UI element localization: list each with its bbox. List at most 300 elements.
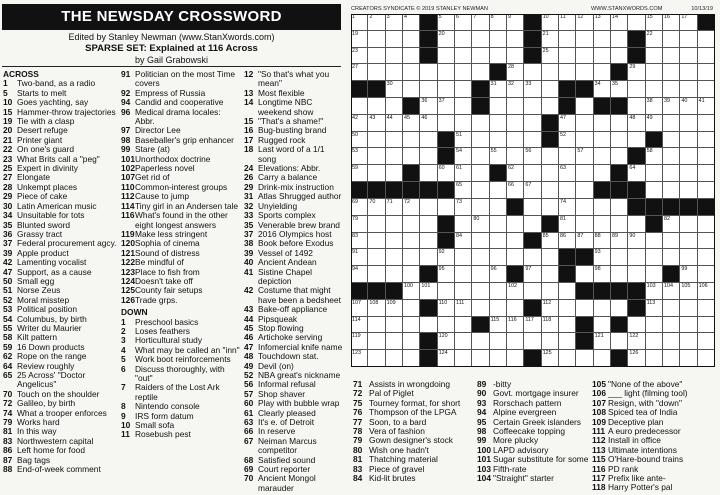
grid-cell[interactable]	[646, 300, 663, 317]
grid-cell[interactable]	[351, 148, 368, 165]
grid-cell[interactable]	[542, 317, 559, 334]
grid-cell[interactable]	[680, 283, 697, 300]
grid-cell[interactable]	[524, 216, 541, 233]
grid-cell[interactable]	[455, 233, 472, 250]
grid-cell[interactable]	[646, 317, 663, 334]
grid-cell[interactable]	[611, 148, 628, 165]
grid-cell[interactable]	[455, 317, 472, 334]
grid-cell[interactable]	[351, 266, 368, 283]
grid-cell[interactable]	[542, 31, 559, 48]
grid-cell[interactable]	[490, 48, 507, 65]
grid-cell[interactable]	[594, 48, 611, 65]
grid-cell[interactable]	[680, 115, 697, 132]
grid-cell[interactable]	[524, 81, 541, 98]
grid-cell[interactable]	[559, 283, 576, 300]
grid-cell[interactable]	[438, 317, 455, 334]
grid-cell[interactable]	[438, 115, 455, 132]
grid-cell[interactable]	[438, 300, 455, 317]
grid-cell[interactable]	[524, 64, 541, 81]
grid-cell[interactable]	[386, 81, 403, 98]
grid-cell[interactable]	[663, 317, 680, 334]
grid-cell[interactable]	[507, 317, 524, 334]
grid-cell[interactable]	[698, 283, 715, 300]
grid-cell[interactable]	[403, 233, 420, 250]
grid-cell[interactable]	[507, 333, 524, 350]
grid-cell[interactable]	[472, 333, 489, 350]
grid-cell[interactable]	[455, 216, 472, 233]
grid-cell[interactable]	[438, 333, 455, 350]
grid-cell[interactable]	[680, 14, 697, 31]
grid-cell[interactable]	[576, 199, 593, 216]
grid-cell[interactable]	[576, 182, 593, 199]
grid-cell[interactable]	[455, 165, 472, 182]
grid-cell[interactable]	[490, 233, 507, 250]
grid-cell[interactable]	[507, 98, 524, 115]
grid-cell[interactable]	[542, 148, 559, 165]
grid-cell[interactable]	[403, 148, 420, 165]
grid-cell[interactable]	[490, 148, 507, 165]
grid-cell[interactable]	[594, 115, 611, 132]
grid-cell[interactable]	[646, 64, 663, 81]
grid-cell[interactable]	[576, 266, 593, 283]
grid-cell[interactable]	[472, 64, 489, 81]
grid-cell[interactable]	[507, 249, 524, 266]
grid-cell[interactable]	[698, 98, 715, 115]
grid-cell[interactable]	[698, 249, 715, 266]
crossword-grid[interactable]	[351, 14, 715, 367]
grid-cell[interactable]	[663, 350, 680, 367]
grid-cell[interactable]	[403, 333, 420, 350]
grid-cell[interactable]	[680, 165, 697, 182]
grid-cell[interactable]	[455, 48, 472, 65]
grid-cell[interactable]	[351, 31, 368, 48]
grid-cell[interactable]	[663, 333, 680, 350]
grid-cell[interactable]	[646, 14, 663, 31]
grid-cell[interactable]	[646, 283, 663, 300]
grid-cell[interactable]	[438, 81, 455, 98]
grid-cell[interactable]	[438, 165, 455, 182]
grid-cell[interactable]	[420, 283, 437, 300]
grid-cell[interactable]	[455, 300, 472, 317]
grid-cell[interactable]	[351, 233, 368, 250]
grid-cell[interactable]	[490, 199, 507, 216]
grid-cell[interactable]	[420, 115, 437, 132]
grid-cell[interactable]	[576, 98, 593, 115]
grid-cell[interactable]	[698, 333, 715, 350]
grid-cell[interactable]	[594, 165, 611, 182]
grid-cell[interactable]	[576, 350, 593, 367]
grid-cell[interactable]	[576, 165, 593, 182]
grid-cell[interactable]	[403, 317, 420, 334]
grid-cell[interactable]	[698, 317, 715, 334]
grid-cell[interactable]	[542, 249, 559, 266]
grid-cell[interactable]	[472, 216, 489, 233]
grid-cell[interactable]	[628, 350, 645, 367]
grid-cell[interactable]	[403, 132, 420, 149]
grid-cell[interactable]	[403, 199, 420, 216]
grid-cell[interactable]	[663, 31, 680, 48]
grid-cell[interactable]	[646, 249, 663, 266]
grid-cell[interactable]	[507, 48, 524, 65]
grid-cell[interactable]	[472, 249, 489, 266]
grid-cell[interactable]	[680, 300, 697, 317]
grid-cell[interactable]	[628, 317, 645, 334]
grid-cell[interactable]	[542, 266, 559, 283]
grid-cell[interactable]	[698, 216, 715, 233]
grid-cell[interactable]	[351, 216, 368, 233]
grid-cell[interactable]	[455, 98, 472, 115]
grid-cell[interactable]	[559, 48, 576, 65]
grid-cell[interactable]	[663, 165, 680, 182]
grid-cell[interactable]	[368, 333, 385, 350]
grid-cell[interactable]	[542, 182, 559, 199]
grid-cell[interactable]	[559, 350, 576, 367]
grid-cell[interactable]	[594, 333, 611, 350]
grid-cell[interactable]	[455, 283, 472, 300]
grid-cell[interactable]	[472, 199, 489, 216]
grid-cell[interactable]	[386, 31, 403, 48]
grid-cell[interactable]	[559, 148, 576, 165]
grid-cell[interactable]	[611, 48, 628, 65]
grid-cell[interactable]	[576, 233, 593, 250]
grid-cell[interactable]	[628, 266, 645, 283]
grid-cell[interactable]	[386, 132, 403, 149]
grid-cell[interactable]	[663, 249, 680, 266]
grid-cell[interactable]	[542, 300, 559, 317]
grid-cell[interactable]	[663, 216, 680, 233]
grid-cell[interactable]	[507, 300, 524, 317]
grid-cell[interactable]	[576, 132, 593, 149]
grid-cell[interactable]	[438, 266, 455, 283]
grid-cell[interactable]	[490, 333, 507, 350]
grid-cell[interactable]	[368, 317, 385, 334]
grid-cell[interactable]	[472, 14, 489, 31]
grid-cell[interactable]	[351, 300, 368, 317]
grid-cell[interactable]	[524, 266, 541, 283]
grid-cell[interactable]	[403, 216, 420, 233]
grid-cell[interactable]	[490, 98, 507, 115]
grid-cell[interactable]	[368, 233, 385, 250]
grid-cell[interactable]	[663, 81, 680, 98]
grid-cell[interactable]	[490, 216, 507, 233]
grid-cell[interactable]	[403, 300, 420, 317]
grid-cell[interactable]	[386, 14, 403, 31]
grid-cell[interactable]	[420, 216, 437, 233]
grid-cell[interactable]	[368, 266, 385, 283]
grid-cell[interactable]	[542, 98, 559, 115]
grid-cell[interactable]	[420, 249, 437, 266]
grid-cell[interactable]	[542, 165, 559, 182]
grid-cell[interactable]	[559, 165, 576, 182]
grid-cell[interactable]	[438, 283, 455, 300]
grid-cell[interactable]	[455, 182, 472, 199]
grid-cell[interactable]	[507, 64, 524, 81]
grid-cell[interactable]	[507, 216, 524, 233]
grid-cell[interactable]	[386, 249, 403, 266]
grid-cell[interactable]	[628, 249, 645, 266]
grid-cell[interactable]	[455, 333, 472, 350]
grid-cell[interactable]	[698, 233, 715, 250]
grid-cell[interactable]	[611, 132, 628, 149]
grid-cell[interactable]	[698, 266, 715, 283]
grid-cell[interactable]	[420, 98, 437, 115]
grid-cell[interactable]	[576, 14, 593, 31]
grid-cell[interactable]	[628, 165, 645, 182]
grid-cell[interactable]	[368, 48, 385, 65]
grid-cell[interactable]	[490, 132, 507, 149]
grid-cell[interactable]	[646, 350, 663, 367]
grid-cell[interactable]	[698, 115, 715, 132]
grid-cell[interactable]	[472, 283, 489, 300]
grid-cell[interactable]	[594, 132, 611, 149]
grid-cell[interactable]	[403, 115, 420, 132]
grid-cell[interactable]	[698, 148, 715, 165]
grid-cell[interactable]	[403, 283, 420, 300]
grid-cell[interactable]	[455, 266, 472, 283]
grid-cell[interactable]	[438, 64, 455, 81]
grid-cell[interactable]	[576, 300, 593, 317]
grid-cell[interactable]	[386, 48, 403, 65]
grid-cell[interactable]	[524, 333, 541, 350]
grid-cell[interactable]	[663, 233, 680, 250]
grid-cell[interactable]	[680, 64, 697, 81]
grid-cell[interactable]	[646, 233, 663, 250]
grid-cell[interactable]	[611, 233, 628, 250]
grid-cell[interactable]	[628, 333, 645, 350]
grid-cell[interactable]	[611, 81, 628, 98]
grid-cell[interactable]	[611, 199, 628, 216]
grid-cell[interactable]	[472, 132, 489, 149]
grid-cell[interactable]	[663, 115, 680, 132]
grid-cell[interactable]	[646, 98, 663, 115]
grid-cell[interactable]	[611, 300, 628, 317]
grid-cell[interactable]	[559, 14, 576, 31]
grid-cell[interactable]	[351, 350, 368, 367]
grid-cell[interactable]	[594, 148, 611, 165]
grid-cell[interactable]	[680, 233, 697, 250]
grid-cell[interactable]	[490, 350, 507, 367]
grid-cell[interactable]	[611, 266, 628, 283]
grid-cell[interactable]	[611, 216, 628, 233]
grid-cell[interactable]	[646, 48, 663, 65]
grid-cell[interactable]	[680, 249, 697, 266]
grid-cell[interactable]	[403, 249, 420, 266]
grid-cell[interactable]	[524, 199, 541, 216]
grid-cell[interactable]	[351, 333, 368, 350]
grid-cell[interactable]	[524, 165, 541, 182]
grid-cell[interactable]	[663, 182, 680, 199]
grid-cell[interactable]	[507, 31, 524, 48]
grid-cell[interactable]	[524, 317, 541, 334]
grid-cell[interactable]	[559, 333, 576, 350]
grid-cell[interactable]	[663, 64, 680, 81]
grid-cell[interactable]	[455, 14, 472, 31]
grid-cell[interactable]	[594, 350, 611, 367]
grid-cell[interactable]	[680, 48, 697, 65]
grid-cell[interactable]	[542, 233, 559, 250]
grid-cell[interactable]	[698, 81, 715, 98]
grid-cell[interactable]	[403, 48, 420, 65]
grid-cell[interactable]	[490, 81, 507, 98]
grid-cell[interactable]	[507, 132, 524, 149]
grid-cell[interactable]	[594, 64, 611, 81]
grid-cell[interactable]	[559, 199, 576, 216]
grid-cell[interactable]	[646, 81, 663, 98]
grid-cell[interactable]	[507, 165, 524, 182]
grid-cell[interactable]	[490, 283, 507, 300]
grid-cell[interactable]	[594, 81, 611, 98]
grid-cell[interactable]	[663, 283, 680, 300]
grid-cell[interactable]	[698, 350, 715, 367]
grid-cell[interactable]	[386, 233, 403, 250]
grid-cell[interactable]	[455, 115, 472, 132]
grid-cell[interactable]	[542, 199, 559, 216]
grid-cell[interactable]	[351, 317, 368, 334]
grid-cell[interactable]	[438, 14, 455, 31]
grid-cell[interactable]	[368, 31, 385, 48]
grid-cell[interactable]	[455, 148, 472, 165]
grid-cell[interactable]	[386, 317, 403, 334]
grid-cell[interactable]	[628, 98, 645, 115]
grid-cell[interactable]	[646, 266, 663, 283]
grid-cell[interactable]	[698, 300, 715, 317]
grid-cell[interactable]	[594, 199, 611, 216]
grid-cell[interactable]	[368, 115, 385, 132]
grid-cell[interactable]	[559, 31, 576, 48]
grid-cell[interactable]	[403, 14, 420, 31]
grid-cell[interactable]	[386, 64, 403, 81]
grid-cell[interactable]	[628, 115, 645, 132]
grid-cell[interactable]	[628, 216, 645, 233]
grid-cell[interactable]	[663, 98, 680, 115]
grid-cell[interactable]	[507, 115, 524, 132]
grid-cell[interactable]	[628, 132, 645, 149]
grid-cell[interactable]	[455, 132, 472, 149]
grid-cell[interactable]	[611, 333, 628, 350]
grid-cell[interactable]	[472, 148, 489, 165]
grid-cell[interactable]	[594, 300, 611, 317]
grid-cell[interactable]	[646, 115, 663, 132]
grid-cell[interactable]	[507, 81, 524, 98]
grid-cell[interactable]	[386, 98, 403, 115]
grid-cell[interactable]	[680, 317, 697, 334]
grid-cell[interactable]	[490, 249, 507, 266]
grid-cell[interactable]	[386, 199, 403, 216]
grid-cell[interactable]	[472, 182, 489, 199]
grid-cell[interactable]	[576, 64, 593, 81]
grid-cell[interactable]	[368, 98, 385, 115]
grid-cell[interactable]	[646, 148, 663, 165]
grid-cell[interactable]	[542, 333, 559, 350]
grid-cell[interactable]	[368, 165, 385, 182]
grid-cell[interactable]	[403, 81, 420, 98]
grid-cell[interactable]	[594, 317, 611, 334]
grid-cell[interactable]	[646, 165, 663, 182]
grid-cell[interactable]	[594, 216, 611, 233]
grid-cell[interactable]	[680, 81, 697, 98]
grid-cell[interactable]	[438, 350, 455, 367]
grid-cell[interactable]	[472, 115, 489, 132]
grid-cell[interactable]	[420, 317, 437, 334]
grid-cell[interactable]	[663, 48, 680, 65]
grid-cell[interactable]	[507, 350, 524, 367]
grid-cell[interactable]	[386, 115, 403, 132]
grid-cell[interactable]	[368, 14, 385, 31]
grid-cell[interactable]	[455, 249, 472, 266]
grid-cell[interactable]	[698, 132, 715, 149]
grid-cell[interactable]	[386, 333, 403, 350]
grid-cell[interactable]	[472, 165, 489, 182]
grid-cell[interactable]	[594, 31, 611, 48]
grid-cell[interactable]	[559, 317, 576, 334]
grid-cell[interactable]	[368, 300, 385, 317]
grid-cell[interactable]	[576, 48, 593, 65]
grid-cell[interactable]	[351, 249, 368, 266]
grid-cell[interactable]	[698, 31, 715, 48]
grid-cell[interactable]	[594, 233, 611, 250]
grid-cell[interactable]	[646, 333, 663, 350]
grid-cell[interactable]	[455, 350, 472, 367]
grid-cell[interactable]	[438, 199, 455, 216]
grid-cell[interactable]	[524, 283, 541, 300]
grid-cell[interactable]	[646, 31, 663, 48]
grid-cell[interactable]	[490, 266, 507, 283]
grid-cell[interactable]	[698, 48, 715, 65]
grid-cell[interactable]	[524, 132, 541, 149]
grid-cell[interactable]	[438, 98, 455, 115]
grid-cell[interactable]	[559, 216, 576, 233]
grid-cell[interactable]	[386, 266, 403, 283]
grid-cell[interactable]	[351, 115, 368, 132]
grid-cell[interactable]	[542, 350, 559, 367]
grid-cell[interactable]	[559, 115, 576, 132]
grid-cell[interactable]	[663, 300, 680, 317]
grid-cell[interactable]	[403, 31, 420, 48]
grid-cell[interactable]	[611, 31, 628, 48]
grid-cell[interactable]	[438, 31, 455, 48]
grid-cell[interactable]	[611, 115, 628, 132]
grid-cell[interactable]	[594, 249, 611, 266]
grid-cell[interactable]	[351, 165, 368, 182]
grid-cell[interactable]	[594, 14, 611, 31]
grid-cell[interactable]	[351, 48, 368, 65]
grid-cell[interactable]	[490, 14, 507, 31]
grid-cell[interactable]	[559, 132, 576, 149]
grid-cell[interactable]	[524, 98, 541, 115]
grid-cell[interactable]	[542, 14, 559, 31]
grid-cell[interactable]	[698, 165, 715, 182]
grid-cell[interactable]	[386, 300, 403, 317]
grid-cell[interactable]	[542, 283, 559, 300]
grid-cell[interactable]	[524, 148, 541, 165]
grid-cell[interactable]	[472, 31, 489, 48]
grid-cell[interactable]	[680, 98, 697, 115]
grid-cell[interactable]	[559, 300, 576, 317]
grid-cell[interactable]	[368, 64, 385, 81]
grid-cell[interactable]	[680, 216, 697, 233]
grid-cell[interactable]	[368, 249, 385, 266]
grid-cell[interactable]	[698, 64, 715, 81]
grid-cell[interactable]	[524, 249, 541, 266]
grid-cell[interactable]	[576, 31, 593, 48]
grid-cell[interactable]	[420, 199, 437, 216]
grid-cell[interactable]	[472, 350, 489, 367]
grid-cell[interactable]	[472, 300, 489, 317]
grid-cell[interactable]	[420, 165, 437, 182]
grid-cell[interactable]	[455, 199, 472, 216]
grid-cell[interactable]	[455, 31, 472, 48]
grid-cell[interactable]	[420, 64, 437, 81]
